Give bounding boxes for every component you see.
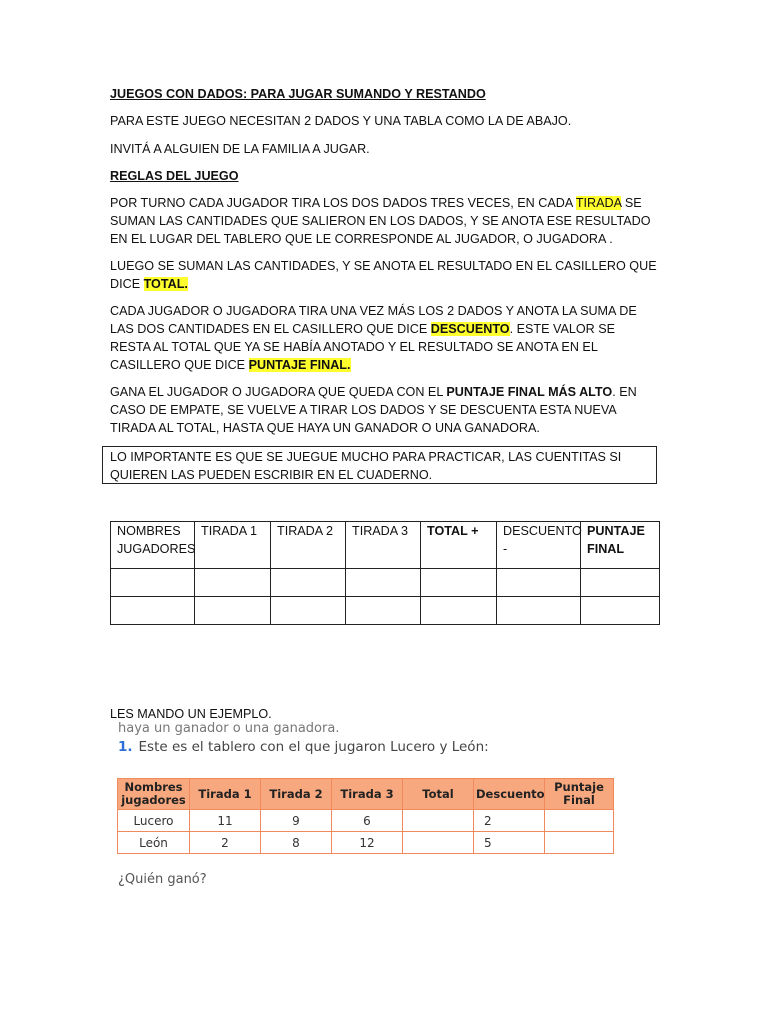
- highlight-descuento: DESCUENTO: [430, 322, 510, 336]
- highlight-puntaje-final: PUNTAJE FINAL.: [248, 358, 351, 372]
- example-cell: Lucero: [118, 810, 190, 832]
- empty-cell: [581, 569, 660, 597]
- empty-cell: [421, 569, 497, 597]
- example-header-cell: Nombres jugadores: [118, 779, 190, 810]
- document-title: JUEGOS CON DADOS: PARA JUGAR SUMANDO Y RESTANDO: [110, 87, 486, 101]
- table-row: [111, 597, 660, 625]
- example-cell: 2: [474, 810, 545, 832]
- header-cell: DESCUENTO -: [497, 522, 581, 569]
- rule3-text-b: . ESTE VALOR SE RESTA AL TOTAL QUE YA SE HABÍA ANOTADO Y EL RESULTADO SE ANOTA EN EL CASILLERO QUE DICE: [110, 322, 616, 372]
- empty-cell: [497, 597, 581, 625]
- question-text: Este es el tablero con el que jugaron Lucero y León:: [138, 739, 489, 755]
- example-cell: [403, 810, 474, 832]
- rule4-text-b: . EN CASO DE EMPATE, SE VUELVE A TIRAR LOS DADOS Y SE DESCUENTA ESTA NUEVA TIRADA AL TOTAL, HASTA QUE HAYA UN GANADOR O UNA GANADORA.: [110, 385, 637, 435]
- intro-line-1: PARA ESTE JUEGO NECESITAN 2 DADOS Y UNA TABLA COMO LA DE ABAJO.: [110, 114, 572, 128]
- rule-paragraph-2: [110, 257, 658, 293]
- highlight-tirada: TIRADA: [575, 196, 622, 210]
- example-cell: [545, 810, 614, 832]
- example-header-row: [118, 779, 614, 810]
- note-box: LO IMPORTANTE ES QUE SE JUEGUE MUCHO PARA PRACTICAR, LAS CUENTITAS SI QUIEREN LAS PUEDEN ESCRIBIR EN EL CUADERNO.: [102, 446, 657, 484]
- rule2-text-a: LUEGO SE SUMAN LAS CANTIDADES, Y SE ANOTA EL RESULTADO EN EL CASILLERO QUE DICE: [110, 259, 657, 291]
- rules-heading: REGLAS DEL JUEGO: [110, 169, 239, 183]
- rule1-text-b: SE SUMAN LAS CANTIDADES QUE SALIERON EN LOS DADOS, Y SE ANOTA ESE RESULTADO EN EL LUGAR DEL TABLERO QUE LE CORRESPONDE AL JUGADOR, O JUGADORA .: [110, 196, 651, 246]
- example-cell: 12: [332, 832, 403, 854]
- highlight-total: TOTAL.: [143, 277, 188, 291]
- example-cell: [545, 832, 614, 854]
- example-cell: 9: [261, 810, 332, 832]
- example-cell: 6: [332, 810, 403, 832]
- intro-line-2: INVITÁ A ALGUIEN DE LA FAMILIA A JUGAR.: [110, 142, 370, 156]
- rule1-text-a: POR TURNO CADA JUGADOR TIRA LOS DOS DADOS TRES VECES, EN CADA: [110, 196, 576, 210]
- header-cell: NOMBRES JUGADORES: [111, 522, 195, 569]
- example-cell: 8: [261, 832, 332, 854]
- header-cell: PUNTAJE FINAL: [581, 522, 660, 569]
- rule4-bold: PUNTAJE FINAL MÁS ALTO: [446, 385, 613, 399]
- example-question-2: ¿Quién ganó?: [118, 872, 207, 887]
- header-cell: TIRADA 2: [271, 522, 346, 569]
- example-header-cell: Puntaje Final: [545, 779, 614, 810]
- example-cell: León: [118, 832, 190, 854]
- rule-paragraph-1: [110, 194, 658, 248]
- header-cell: TOTAL +: [421, 522, 497, 569]
- example-header-cell: Descuento: [474, 779, 545, 810]
- empty-cell: [346, 569, 421, 597]
- empty-cell: [346, 597, 421, 625]
- empty-cell: [195, 569, 271, 597]
- example-cell: 11: [190, 810, 261, 832]
- empty-cell: [111, 569, 195, 597]
- rule-paragraph-3: [110, 302, 658, 374]
- example-header-cell: Tirada 2: [261, 779, 332, 810]
- score-table-header-row: [111, 522, 660, 569]
- score-table: [110, 521, 660, 625]
- header-cell: TIRADA 3: [346, 522, 421, 569]
- empty-cell: [195, 597, 271, 625]
- example-cell: 2: [190, 832, 261, 854]
- question-number: 1.: [118, 739, 133, 755]
- example-table: [117, 778, 614, 854]
- example-cell: 5: [474, 832, 545, 854]
- table-row: [118, 832, 614, 854]
- example-header-cell: Tirada 3: [332, 779, 403, 810]
- rule-paragraph-4: [110, 383, 658, 437]
- empty-cell: [497, 569, 581, 597]
- example-cut-text: haya un ganador o una ganadora.: [118, 721, 340, 736]
- example-cell: [403, 832, 474, 854]
- empty-cell: [421, 597, 497, 625]
- rule3-text-a: CADA JUGADOR O JUGADORA TIRA UNA VEZ MÁS LOS 2 DADOS Y ANOTA LA SUMA DE LAS DOS CANTIDADES EN EL CASILLERO QUE DICE: [110, 304, 637, 336]
- empty-cell: [111, 597, 195, 625]
- header-cell: TIRADA 1: [195, 522, 271, 569]
- example-image: [110, 721, 630, 900]
- example-question: [118, 739, 489, 755]
- example-header-cell: Total: [403, 779, 474, 810]
- rule4-text-a: GANA EL JUGADOR O JUGADORA QUE QUEDA CON EL: [110, 385, 447, 399]
- table-row: [111, 569, 660, 597]
- example-intro: LES MANDO UN EJEMPLO.: [110, 707, 272, 721]
- empty-cell: [271, 597, 346, 625]
- empty-cell: [581, 597, 660, 625]
- example-header-cell: Tirada 1: [190, 779, 261, 810]
- table-row: [118, 810, 614, 832]
- empty-cell: [271, 569, 346, 597]
